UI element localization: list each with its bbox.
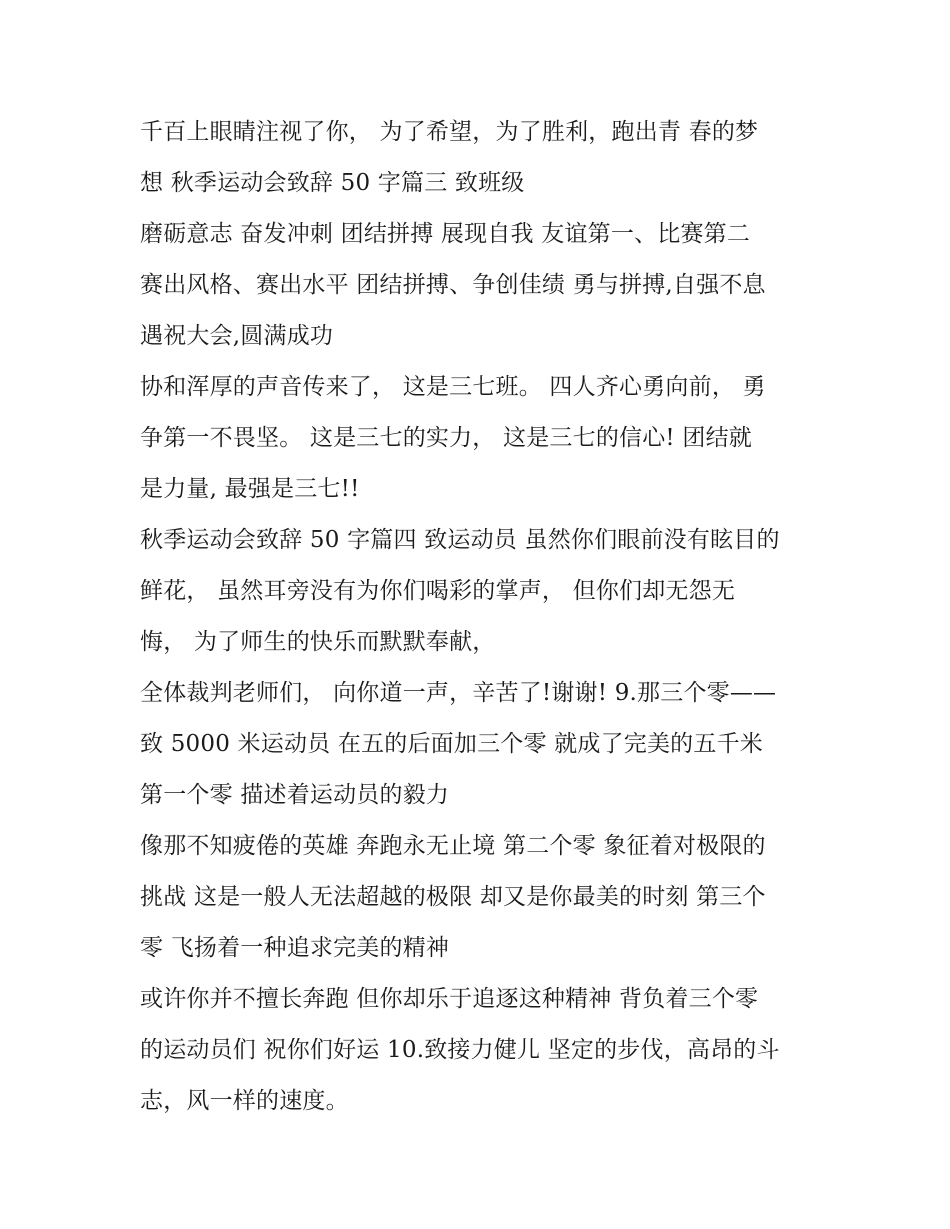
text-line: 争第一不畏坚。 这是三七的实力， 这是三七的信心! 团结就 xyxy=(140,425,752,451)
text-line: 遇祝大会,圆满成功 xyxy=(140,323,334,349)
text-line: 或许你并不擅长奔跑 但你却乐于追逐这种精神 背负着三个零 xyxy=(140,986,759,1012)
text-line: 想 秋季运动会致辞 50 字篇三 致班级 xyxy=(140,170,525,196)
text-line: 鲜花， 虽然耳旁没有为你们喝彩的掌声， 但你们却无怨无 xyxy=(140,578,736,604)
text-line: 千百上眼睛注视了你， 为了希望，为了胜利，跑出青 春的梦 xyxy=(140,119,759,145)
text-line: 的运动员们 祝你们好运 10.致接力健儿 坚定的步伐，高昂的斗 xyxy=(140,1037,780,1063)
text-line: 协和浑厚的声音传来了， 这是三七班。 四人齐心勇向前， 勇 xyxy=(140,374,766,400)
text-line: 致 5000 米运动员 在五的后面加三个零 就成了完美的五千米 xyxy=(140,731,763,757)
text-line: 悔， 为了师生的快乐而默默奉献， xyxy=(140,629,496,655)
text-line: 赛出风格、赛出水平 团结拼搏、争创佳绩 勇与拼搏,自强不息 xyxy=(140,272,766,298)
text-line: 像那不知疲倦的英雄 奔跑永无止境 第二个零 象征着对极限的 xyxy=(140,833,766,859)
text-line: 是力量, 最强是三七!! xyxy=(140,476,360,502)
text-line: 全体裁判老师们， 向你道一声，辛苦了!谢谢! 9.那三个零—— xyxy=(140,680,777,706)
body-text xyxy=(140,107,830,1127)
text-line: 零 飞扬着一种追求完美的精神 xyxy=(140,935,450,961)
text-line: 第一个零 描述着运动员的毅力 xyxy=(140,782,450,808)
text-line: 秋季运动会致辞 50 字篇四 致运动员 虽然你们眼前没有眩目的 xyxy=(140,527,780,553)
text-line: 挑战 这是一般人无法超越的极限 却又是你最美的时刻 第三个 xyxy=(140,884,766,910)
text-line: 磨砺意志 奋发冲刺 团结拼搏 展现自我 友谊第一、比赛第二 xyxy=(140,221,751,247)
text-line: 志，风一样的速度。 xyxy=(140,1088,349,1114)
